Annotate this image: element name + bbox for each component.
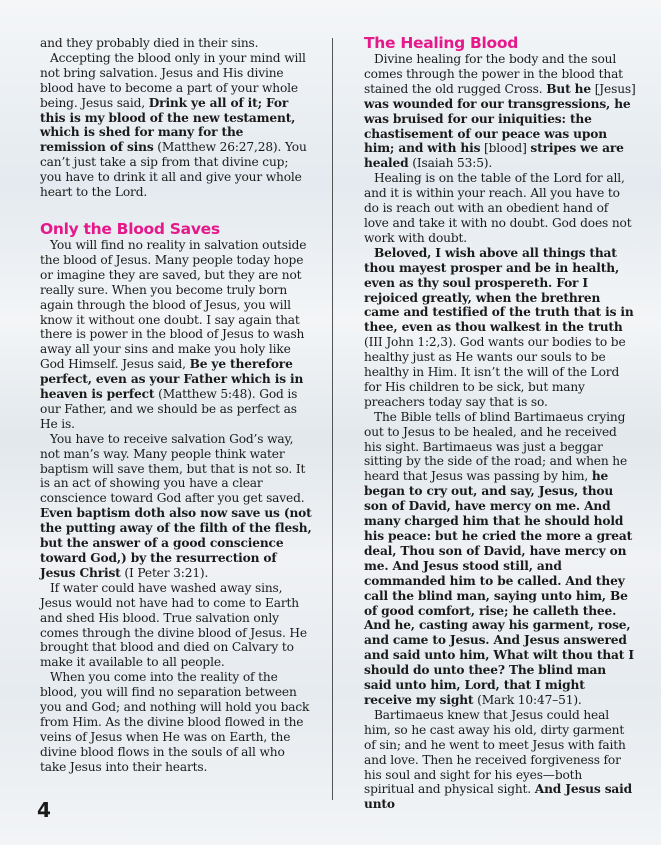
scripture-quote: Beloved, I wish above all things that thou mayest prosper and be in health, even as thy soul prospereth. For I rejoiced greatly, when the brethren came and testified of the truth that is in thee, even as thou walkest in the truth <box>364 245 634 335</box>
section-heading: Only the Blood Saves <box>40 219 220 238</box>
paragraph: Beloved, I wish above all things that thou mayest prosper and be in health, even as thy soul prospereth. For I rejoiced greatly, when the brethren came and testified of the truth that is in thee, even as thou walkest in the truth (III John 1:2,3). God wants our bodies to be healthy just as He wants our souls to be healthy in Him. It isn’t the will of the Lord for His children to be sick, but many preachers today say that is so. <box>364 245 634 409</box>
paragraph: Bartimaeus knew that Jesus could heal him, so he cast away his old, dirty garment of sin; and he went to meet Jesus with faith and love. Then he received forgiveness for his soul and sight for his eyes—both spiritual and physical sight. And Jesus said unto <box>364 707 633 812</box>
paragraph: Accepting the blood only in your mind will not bring salvation. Jesus and His divine blood have to become a part of your whole being. Jesus said, Drink ye all of it; For this is my blood of the new testament, which is shed for many for the remission of sins (Matthew 26:27,28). You can’t just take a sip from that divine cup; you have to drink it all and give your whole heart to the Lord. <box>40 50 307 200</box>
scripture-quote: he began to cry out, and say, Jesus, thou son of David, have mercy on me. And many charged him that he should hold his peace: but he cried the more a great deal, Thou son of David, have mercy on me. And Jesus stood still, and commanded him to be called. And they call the blind man, saying unto him, Be of good comfort, rise; he calleth thee. And he, casting away his garment, rose, and came to Jesus. And Jesus answered and said unto him, What wilt thou that I should do unto thee? The blind man said unto him, Lord, that I might receive my sight <box>364 469 634 707</box>
paragraph: The Bible tells of blind Bartimaeus crying out to Jesus to be healed, and he received his sight. Bartimaeus was just a beggar sitting by the side of the road; and when he heard that Jesus was passing by him, he began to cry out, and say, Jesus, thou son of David, have mercy on me. And many charged him that he should hold his peace: but he cried the more a great deal, Thou son of David, have mercy on me. And Jesus stood still, and commanded him to be called. And they call the blind man, saying unto him, Be of good comfort, rise; he calleth thee. And he, casting away his garment, rose, and came to Jesus. And Jesus answered and said unto him, What wilt thou that I should do unto thee? The blind man said unto him, Lord, that I might receive my sight (Mark 10:47–51). <box>364 409 634 707</box>
scripture-quote: Be ye therefore perfect, even as your Father which is in heaven is perfect <box>40 357 304 402</box>
paragraph: and they probably died in their sins. <box>40 36 259 50</box>
scripture-quote: Even baptism doth also now save us (not the putting away of the filth of the flesh, but the answer of a good conscience toward God,) by the resurrection of Jesus Christ <box>40 506 312 580</box>
page-number: 4 <box>37 798 51 822</box>
paragraph: If water could have washed away sins, Jesus would not have had to come to Earth and shed His blood. True salvation only comes through the divine blood of Jesus. He brought that blood and died on Calvary to make it available to all people. <box>40 580 307 670</box>
left-column <box>40 36 313 775</box>
paragraph: Divine healing for the body and the soul comes through the power in the blood that stained the old rugged Cross. But he [Jesus] was wounded for our transgressions, he was bruised for our iniquities: the chastisement of our peace was upon him; and with his [blood] stripes we are healed (Isaiah 53:5). <box>364 52 636 171</box>
paragraph: You will find no reality in salvation outside the blood of Jesus. Many people today hope or imagine they are saved, but they are not really sure. When you become truly born again through the blood of Jesus, you will know it without one doubt. I say again that there is power in the blood of Jesus to wash away all your sins and make you holy like God Himself. Jesus said, Be ye therefore perfect, even as your Father which is in heaven is perfect (Matthew 5:48). God is our Father, and we should be as perfect as He is. <box>40 237 307 431</box>
paragraph: Healing is on the table of the Lord for all, and it is within your reach. All you have to do is reach out with an obedient hand of love and take it with no doubt. God does not work with doubt. <box>364 171 632 245</box>
paragraph: You have to receive salvation God’s way, not man’s way. Many people think water baptism will save them, but that is not so. It is an act of showing you have a clear conscience toward God after you get saved. Even baptism doth also now save us (not the putting away of the filth of the flesh, but the answer of a good conscience toward God,) by the resurrection of Jesus Christ (I Peter 3:21). <box>40 431 312 580</box>
column-divider <box>332 38 333 800</box>
right-column <box>364 36 636 812</box>
scripture-quote: And Jesus said unto <box>364 782 633 812</box>
paragraph: When you come into the reality of the blood, you will find no separation between you and God; and nothing will hold you back from Him. As the divine blood flowed in the veins of Jesus when He was on Earth, the divine blood flows in the souls of all who take Jesus into their hearts. <box>40 670 310 774</box>
scripture-quote: was wounded for our transgressions, he was bruised for our iniquities: the chastisement of our peace was upon him; and with his <box>364 96 631 156</box>
section-heading: The Healing Blood <box>364 34 519 52</box>
scripture-quote: Drink ye all of it; For this is my blood of the new testament, which is shed for many for the remission of sins <box>40 95 296 155</box>
